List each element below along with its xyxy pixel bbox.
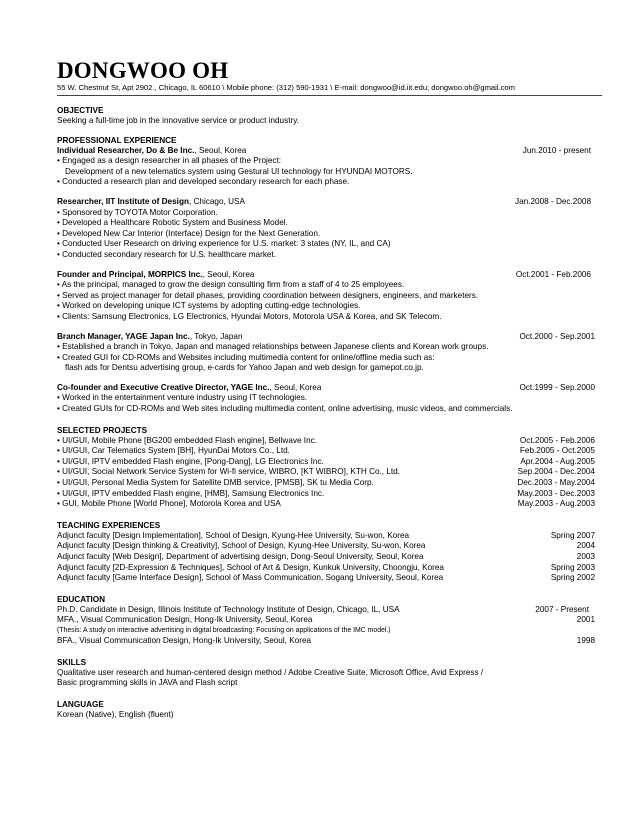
language-section <box>57 699 601 721</box>
education-item: Ph.D. Candidate in Design, Illinois Institute of Technology Institute of Design, Chicago, IL, USA 2007 - Present <box>57 604 589 614</box>
entry-dates: Oct.1999 - Sep.2000 <box>519 382 595 392</box>
entry-line: Development of a new telematics system using Gestural UI technology for HYUNDAI MOTORS. <box>65 166 413 176</box>
experience-heading: PROFESSIONAL EXPERIENCE <box>57 135 177 145</box>
entry-line: • Established a branch in Tokyo, Japan and managed relationships between Japanese clients and Korean work groups. <box>57 342 489 352</box>
project-item: • UI/GUI, IPTV embedded Flash engine, [Pong-Dang], LG Electronics Inc. Apr.2004 - Aug.2005 <box>57 456 595 466</box>
project-item: • UI/GUI, Mobile Phone [BG200 embedded Flash engine], Bellwave Inc. Oct.2005 - Feb.2006 <box>57 435 595 445</box>
teaching-item: Adjunct faculty [2D-Expression & Techniques], School of Art & Design, Kunkuk University, Choongju, Korea Spring 2003 <box>57 562 595 572</box>
entry-line: • Clients: Samsung Electronics, LG Electronics, Hyundai Motors, Motorola USA & Korea, and SK Telecom. <box>57 311 442 321</box>
entry-line: • Conducted a research plan and developed secondary research for each phase. <box>57 177 350 187</box>
teaching-item: Adjunct faculty [Design thinking & Creativity], School of Design, Kyung-Hee University, Su-won, Korea 2004 <box>57 541 595 551</box>
education-section <box>57 594 601 647</box>
language-heading: LANGUAGE <box>57 699 104 709</box>
header-divider <box>57 95 602 96</box>
header <box>57 58 601 96</box>
skills-heading: SKILLS <box>57 657 87 667</box>
resume-page <box>57 58 601 720</box>
projects-section <box>57 425 601 510</box>
entry-line: • As the principal, managed to grow the design consulting firm from a staff of 4 to 25 employees. <box>57 280 405 290</box>
entry-title-line <box>57 146 601 157</box>
teaching-item: Adjunct faculty [Design Implementation], School of Design, Kyung-Hee University, Su-won, Korea Spring 2007 <box>57 530 595 540</box>
thesis-note: (Thesis: A study on interactive advertising in digital broadcasting: Focusing on applications of the IMC model.) <box>57 626 391 634</box>
project-item: • UI/GUI, Personal Media System for Satellite DMB service, [PMSB], SK tu Media Corp. Dec.2003 - May.2004 <box>57 478 595 488</box>
teaching-dates: 2003 <box>576 552 595 561</box>
experience-entry <box>57 270 601 323</box>
entry-title-line <box>57 383 601 394</box>
entry-title: Co-founder and Executive Creative Director, YAGE Inc. <box>57 382 270 392</box>
project-dates: Sep.2004 - Dec.2004 <box>517 467 595 477</box>
skills-section <box>57 657 601 689</box>
contact-line: 55 W. Chestnut St, Apt 2902., Chicago, IL 60610 \ Mobile phone: (312) 590-1931 \ E-mail: dongwoo@id.iit.edu; dongwoo.oh@gmail.com <box>57 83 515 92</box>
project-item: • GUI, Mobile Phone [World Phone], Motorola Korea and USA May.2003 - Aug.2003 <box>57 499 595 509</box>
entry-line: • Served as project manager for detail phases, providing coordination between designers, engineers, and marketers. <box>57 290 479 300</box>
project-item: • UI/GUI, Car Telematics System [BH], HyunDai Motors Co., Ltd. Feb.2005 - Oct.2005 <box>57 446 595 456</box>
entry-line: • Sponsored by TOYOTA Motor Corporation. <box>57 207 218 217</box>
entry-line: • Created GUIs for CD-ROMs and Web sites including multimedia content, online advertising, music videos, and commercials. <box>57 404 513 414</box>
education-dates: 1998 <box>576 635 595 645</box>
project-dates: Feb.2005 - Oct.2005 <box>519 446 595 456</box>
skills-line: Basic programming skills in JAVA and Flash script <box>57 678 238 688</box>
teaching-dates: Spring 2002 <box>550 573 595 583</box>
education-dates: 2007 - Present <box>535 604 589 614</box>
project-item: • UI/GUI, IPTV embedded Flash engine, [HMB], Samsung Electronics Inc. May.2003 - Dec.2003 <box>57 488 595 498</box>
entry-dates: Jun.2010 - present <box>522 145 591 155</box>
entry-title-line <box>57 197 601 208</box>
entry-title: Researcher, IIT Institute of Design <box>57 196 189 206</box>
project-item: • UI/GUI, Social Network Service System for Wi-fi service, WIBRO, [KT WIBRO], KTH Co., Ltd. Sep.2004 - Dec.2004 <box>57 467 595 477</box>
experience-entry <box>57 383 601 415</box>
project-dates: Apr.2004 - Aug.2005 <box>520 456 595 466</box>
entry-location: , Tokyo, Japan <box>189 331 243 341</box>
entry-line: • Worked on developing unique ICT systems by adopting cutting-edge technologies. <box>57 301 361 311</box>
teaching-item: Adjunct faculty [Web Design], Department of advertising design, Dong-Seoul University, Seoul, Korea 2003 <box>57 552 595 561</box>
entry-location: , Chicago, USA <box>188 196 245 206</box>
experience-entry <box>57 197 601 261</box>
entry-location: , Seoul, Korea <box>202 269 255 279</box>
education-item: MFA., Visual Communication Design, Hong-Ik University, Seoul, Korea 2001 <box>57 615 595 625</box>
entry-dates: Oct.2000 - Sep.2001 <box>519 331 595 341</box>
teaching-item: Adjunct faculty [Game Interface Design], School of Mass Communication, Sogang University, Seoul, Korea Spring 2002 <box>57 573 595 583</box>
candidate-name: DONGWOO OH <box>57 58 229 83</box>
projects-heading: SELECTED PROJECTS <box>57 425 148 435</box>
entry-dates: Oct.2001 - Feb.2006 <box>515 269 591 279</box>
entry-line: • Created GUI for CD-ROMs and Websites including multimedia content for online/offline media such as: <box>57 352 435 362</box>
teaching-heading: TEACHING EXPERIENCES <box>57 520 161 530</box>
teaching-dates: 2004 <box>576 541 595 551</box>
entry-location: , Seoul, Korea <box>269 382 322 392</box>
teaching-dates: Spring 2003 <box>550 562 595 572</box>
experience-entry <box>57 332 601 374</box>
entry-title: Individual Researcher, Do & Be Inc. <box>57 145 195 155</box>
project-dates: Oct.2005 - Feb.2006 <box>519 435 595 445</box>
education-dates: 2001 <box>576 615 595 625</box>
entry-title-line <box>57 332 601 343</box>
entry-line: • Worked in the entertainment venture industry using IT technologies. <box>57 393 308 403</box>
entry-line: • Developed a Healthcare Robotic System and Business Model. <box>57 218 288 228</box>
teaching-dates: Spring 2007 <box>550 530 595 540</box>
objective-heading: OBJECTIVE <box>57 106 104 115</box>
entry-line: • Conducted secondary research for U.S. healthcare market. <box>57 249 277 259</box>
entry-title-line <box>57 270 601 281</box>
teaching-section <box>57 520 601 584</box>
entry-line: • Conducted User Research on driving experience for U.S. market: 3 states (NY, IL, and CA) <box>57 239 391 249</box>
experience-entry <box>57 146 601 188</box>
project-dates: May.2003 - Aug.2003 <box>517 499 595 509</box>
project-dates: May.2003 - Dec.2003 <box>517 488 595 498</box>
entry-location: , Seoul, Korea <box>194 145 247 155</box>
entry-title: Branch Manager, YAGE Japan Inc. <box>57 331 190 341</box>
objective-text: Seeking a full-time job in the innovative service or product industry. <box>57 116 299 125</box>
skills-line: Qualitative user research and human-centered design method / Adobe Creative Suite, Microsoft Office, Avid Express / <box>57 667 484 677</box>
entry-line: • Developed New Car Interior (Interface) Design for the Next Generation. <box>57 228 321 238</box>
education-item: BFA., Visual Communication Design, Hong-Ik University, Seoul, Korea 1998 <box>57 635 595 645</box>
experience-section <box>57 135 601 415</box>
language-text: Korean (Native), English (fluent) <box>57 709 174 719</box>
objective-section <box>57 105 601 127</box>
entry-line: • Engaged as a design researcher in all phases of the Project: <box>57 156 282 166</box>
entry-dates: Jan.2008 - Dec.2008 <box>514 196 591 206</box>
project-dates: Dec.2003 - May.2004 <box>517 478 595 488</box>
education-heading: EDUCATION <box>57 594 106 604</box>
entry-title: Founder and Principal, MORPICS Inc. <box>57 269 203 279</box>
entry-line: flash ads for Dentsu advertising group, e-cards for Yahoo Japan and web design for gamepot.co.jp. <box>65 363 424 373</box>
